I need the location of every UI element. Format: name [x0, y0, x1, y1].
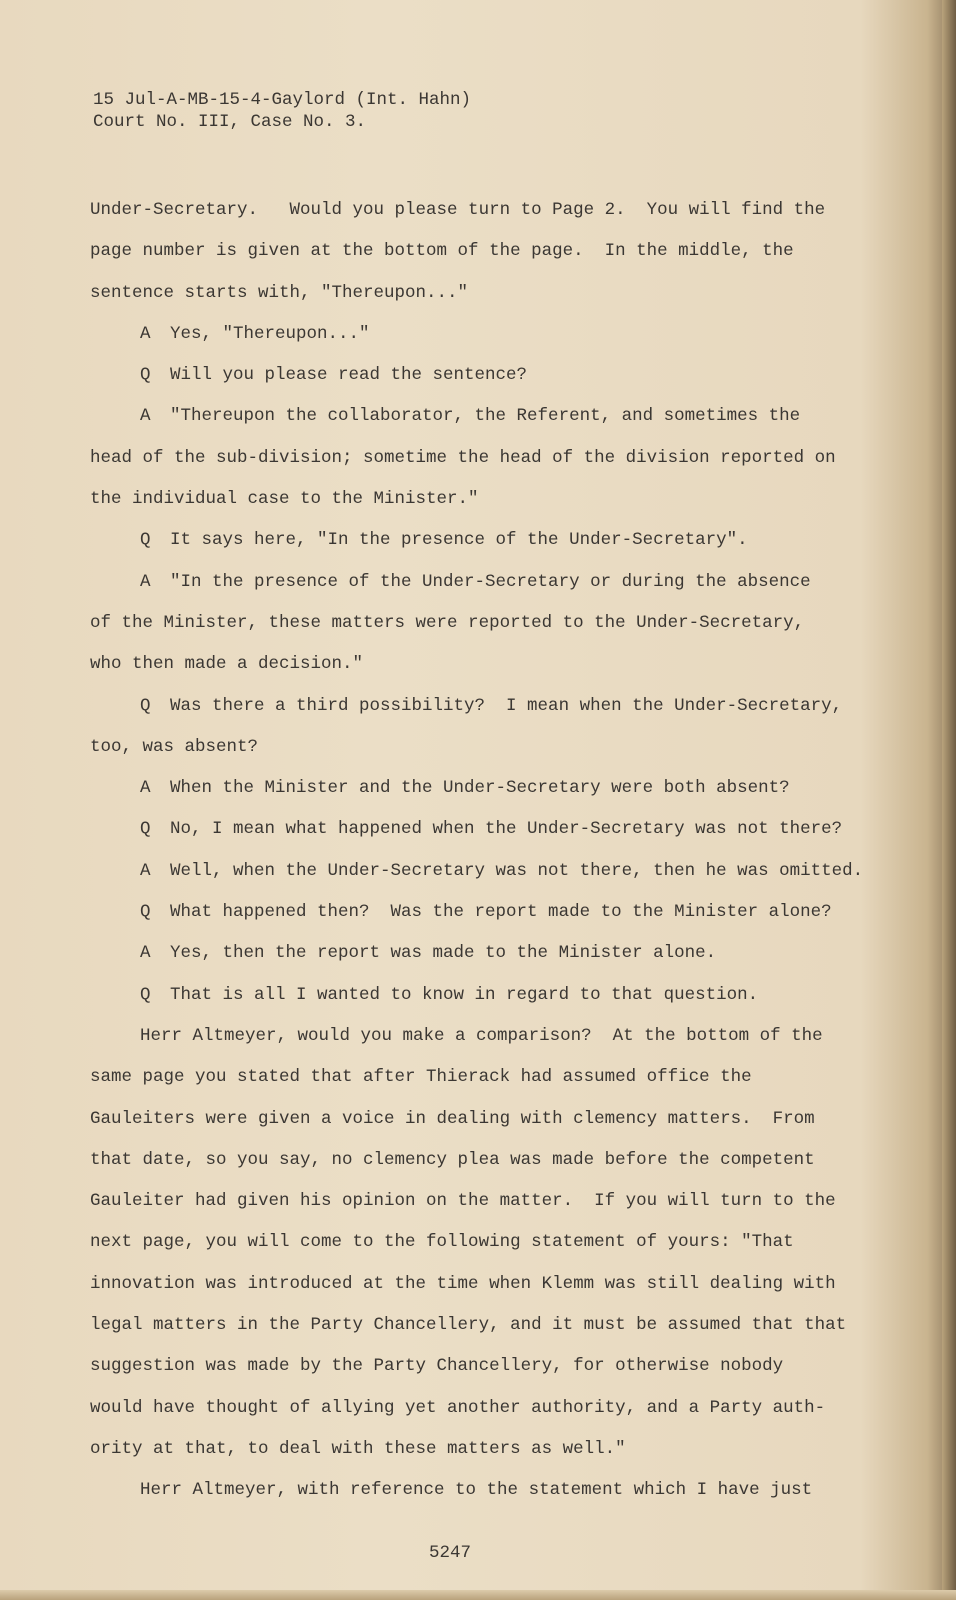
line-text: next page, you will come to the following statement of yours: "That — [90, 1232, 794, 1253]
transcript-line — [90, 1181, 860, 1222]
line-text: ority at that, to deal with these matters as well." — [90, 1438, 626, 1459]
transcript-line — [90, 933, 860, 974]
line-text: Yes, "Thereupon..." — [170, 323, 370, 344]
transcript-line — [90, 355, 860, 396]
question-marker: Q — [140, 984, 151, 1005]
line-text: innovation was introduced at the time when Klemm was still dealing with — [90, 1273, 836, 1294]
transcript-line — [90, 1429, 860, 1470]
line-text: that date, so you say, no clemency plea was made before the competent — [90, 1149, 815, 1170]
line-text: Herr Altmeyer, would you make a comparison? At the bottom of the — [140, 1025, 823, 1046]
line-text: Under-Secretary. Would you please turn to Page 2. You will find the — [90, 200, 826, 220]
answer-marker: A — [140, 778, 151, 799]
transcript-body — [90, 190, 864, 1512]
header-line-2: Court No. III, Case No. 3. — [93, 112, 367, 132]
line-text: suggestion was made by the Party Chancellery, for otherwise nobody — [90, 1356, 784, 1377]
page-bottom-edge — [0, 1590, 956, 1600]
transcript-line — [90, 603, 860, 644]
line-text: too, was absent? — [90, 736, 259, 757]
transcript-line — [90, 1264, 860, 1305]
question-marker: Q — [140, 365, 151, 386]
transcript-line — [90, 438, 860, 479]
page-edge-shadow — [942, 0, 956, 1600]
answer-marker: A — [140, 571, 151, 592]
question-marker: Q — [140, 530, 151, 551]
line-text: It says here, "In the presence of the Under-Secretary". — [170, 530, 748, 551]
line-text: Gauleiters were given a voice in dealing with clemency matters. From — [90, 1108, 815, 1129]
transcript-line — [90, 1016, 860, 1057]
transcript-line — [90, 273, 860, 314]
transcript-line — [90, 975, 860, 1016]
transcript-line — [90, 851, 864, 892]
line-text: sentence starts with, "Thereupon..." — [90, 282, 469, 303]
line-text: What happened then? Was the report made to the Minister alone? — [170, 902, 832, 923]
transcript-line — [90, 231, 860, 272]
transcript-line — [90, 520, 860, 561]
question-marker: Q — [140, 819, 151, 840]
answer-marker: A — [140, 860, 151, 881]
transcript-line — [90, 190, 860, 231]
line-text: Yes, then the report was made to the Minister alone. — [170, 943, 717, 964]
transcript-line — [90, 768, 860, 809]
answer-marker: A — [140, 406, 151, 427]
transcript-line — [90, 686, 860, 727]
transcript-line — [90, 1305, 860, 1346]
transcript-line — [90, 479, 860, 520]
line-text: Well, when the Under-Secretary was not there, then he was omitted. — [170, 860, 864, 881]
line-text: would have thought of allying yet another authority, and a Party auth- — [90, 1397, 826, 1418]
line-text: of the Minister, these matters were reported to the Under-Secretary, — [90, 612, 805, 633]
transcript-line — [90, 314, 860, 355]
line-text: That is all I wanted to know in regard to that question. — [170, 984, 759, 1005]
transcript-line — [90, 1057, 860, 1098]
transcript-line — [90, 1099, 860, 1140]
line-text: Will you please read the sentence? — [170, 365, 528, 386]
transcript-line — [90, 1470, 860, 1511]
transcript-line — [90, 1388, 860, 1429]
transcript-line — [90, 1346, 860, 1387]
line-text: the individual case to the Minister." — [90, 489, 479, 510]
transcript-line — [90, 1140, 860, 1181]
transcript-line — [90, 396, 860, 437]
question-marker: Q — [140, 695, 151, 716]
line-text: When the Minister and the Under-Secretary were both absent? — [170, 778, 790, 799]
line-text: Was there a third possibility? I mean when the Under-Secretary, — [170, 695, 843, 716]
line-text: "Thereupon the collaborator, the Referent, and sometimes the — [170, 406, 801, 427]
line-text: No, I mean what happened when the Under-Secretary was not there? — [170, 819, 843, 840]
document-header — [93, 89, 471, 133]
transcript-line — [90, 1222, 860, 1263]
line-text: Gauleiter had given his opinion on the matter. If you will turn to the — [90, 1191, 836, 1212]
transcript-line — [90, 727, 860, 768]
transcript-line — [90, 644, 860, 685]
line-text: "In the presence of the Under-Secretary or during the absence — [170, 571, 811, 592]
header-line-1: 15 Jul-A-MB-15-4-Gaylord (Int. Hahn) — [93, 90, 472, 110]
line-text: legal matters in the Party Chancellery, and it must be assumed that that — [90, 1315, 847, 1336]
line-text: same page you stated that after Thierack had assumed office the — [90, 1067, 752, 1088]
line-text: page number is given at the bottom of the page. In the middle, the — [90, 241, 794, 262]
transcript-line — [90, 892, 860, 933]
line-text: head of the sub-division; sometime the head of the division reported on — [90, 447, 836, 468]
answer-marker: A — [140, 323, 151, 344]
page-number: 5247 — [428, 1543, 471, 1563]
transcript-line — [90, 809, 860, 850]
line-text: who then made a decision." — [90, 654, 364, 675]
line-text: Herr Altmeyer, with reference to the statement which I have just — [140, 1480, 813, 1501]
answer-marker: A — [140, 943, 151, 964]
question-marker: Q — [140, 902, 151, 923]
transcript-line — [90, 562, 860, 603]
